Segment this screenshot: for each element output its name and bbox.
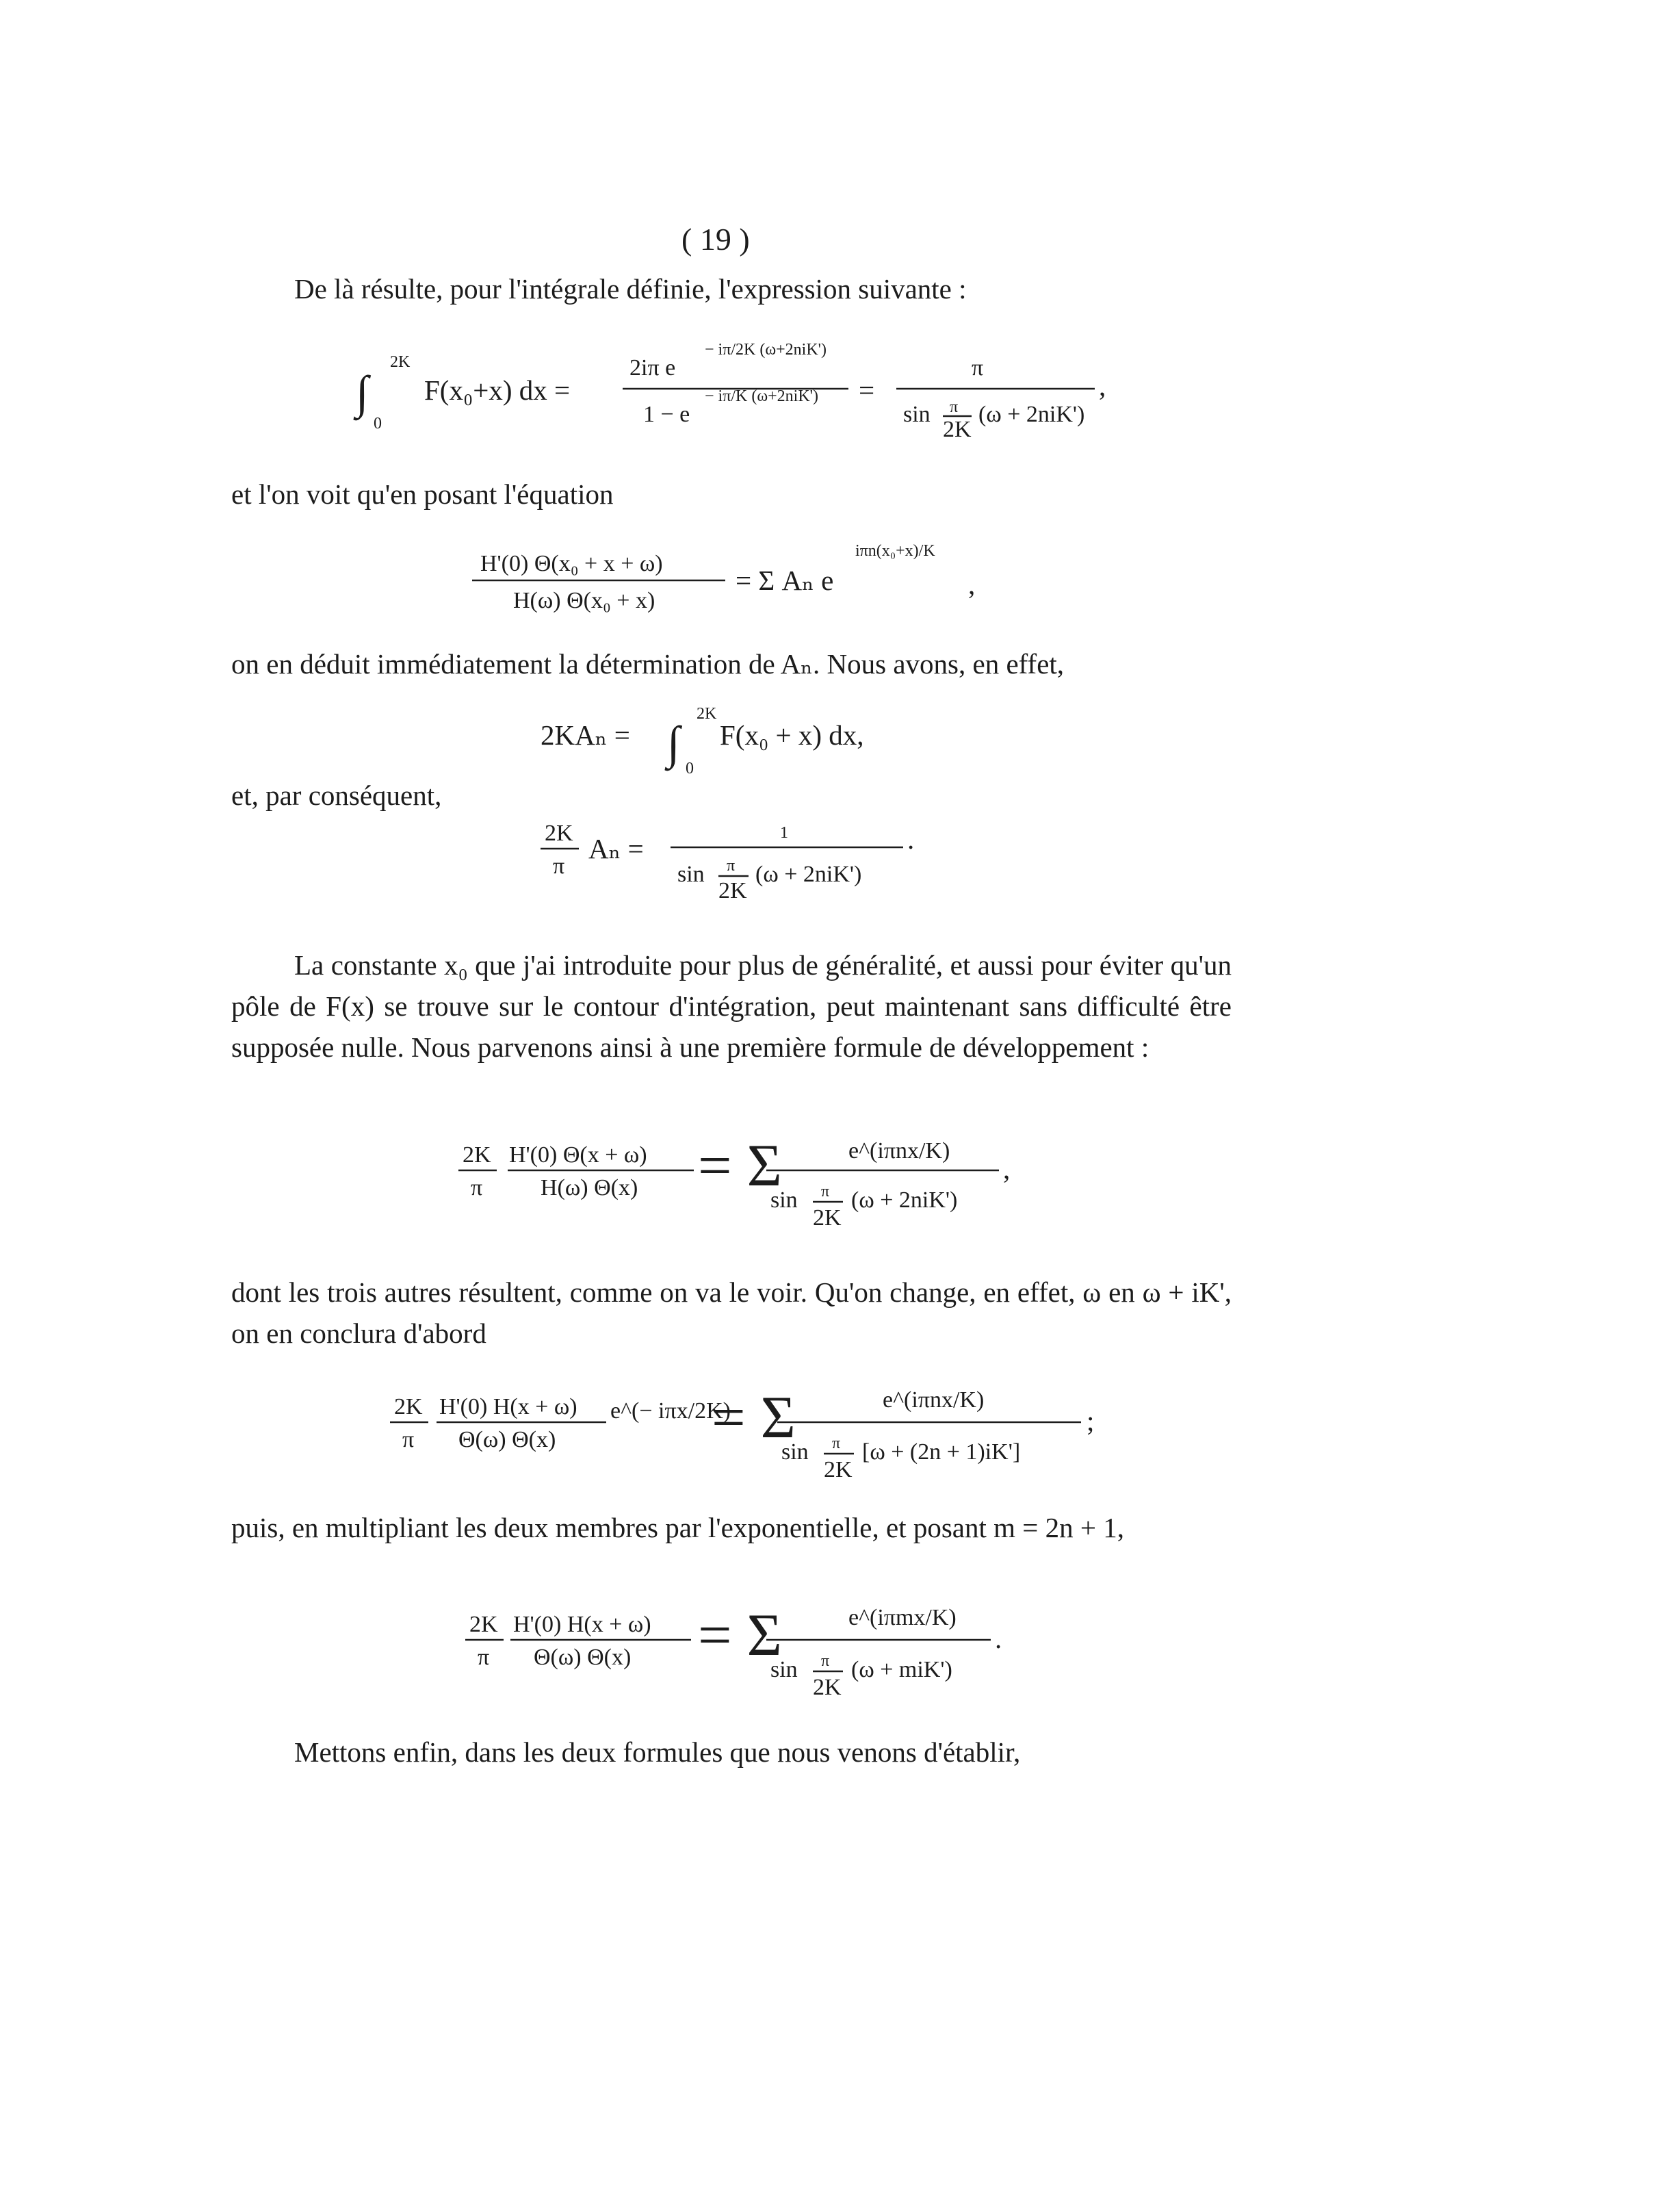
eq1-num1-exponent: − iπ/2K (ω+2niK') (705, 341, 827, 359)
eq7-rhs-den-frac-num: π (821, 1652, 830, 1670)
eq1-lower-limit: 0 (374, 415, 382, 433)
eq7-rhs-numerator: e^(iπmx/K) (848, 1605, 957, 1630)
paragraph-5: La constante x₀ que j'ai introduite pour plus de généralité, et aussi pour éviter qu'un pôle de F(x) se trouve sur le contour d'intégration, peut maintenant sans difficulté être supposée nulle. Nous parvenons ainsi à une première formule de développement : (231, 949, 1232, 1063)
eq3-upper-limit: 2K (697, 705, 717, 723)
eq1-den2-frac-den: 2K (943, 417, 972, 442)
eq1-num2: π (972, 355, 984, 381)
eq5-coef-den: π (471, 1175, 483, 1200)
eq2-rhs-prefix: = Σ Aₙ e (736, 565, 834, 596)
page-number: ( 19 ) (681, 222, 750, 257)
equation-An-result (541, 813, 924, 916)
eq4-den-frac-den: 2K (718, 878, 747, 903)
eq3-lower-limit: 0 (686, 760, 694, 777)
paragraph-7: puis, en multipliant les deux membres par l'exponentielle, et posant m = 2n + 1, (231, 1512, 1125, 1543)
eq6-denominator: Θ(ω) Θ(x) (458, 1427, 556, 1452)
eq1-den2-frac-num: π (950, 398, 959, 416)
eq6-rhs-den-frac-num: π (832, 1435, 841, 1452)
equation-integral-definite (356, 327, 1122, 450)
eq1-den2-arg: (ω + 2niK') (978, 402, 1085, 427)
eq3-integrand: F(x₀ + x) dx, (720, 719, 864, 751)
eq1-integral-sign: ∫ (356, 366, 369, 418)
eq6-rhs-numerator: e^(iπnx/K) (883, 1387, 985, 1413)
eq7-coef-num: 2K (469, 1612, 498, 1637)
paragraph-3: on en déduit immédiatement la détermination de Aₙ. Nous avons, en effet, (231, 648, 1065, 680)
eq7-punct: . (995, 1623, 1002, 1654)
eq4-coef-num: 2K (545, 821, 573, 846)
paragraph-6: dont les trois autres résultent, comme on va le voir. Qu'on change, en effet, ω en ω + iK', on en conclura d'abord (231, 1276, 1232, 1349)
eq2-rhs-exponent: iπn(x₀+x)/K (855, 542, 935, 560)
eq6-rhs-den-prefix: sin (781, 1439, 809, 1465)
eq5-coef-num: 2K (463, 1142, 491, 1168)
eq1-den2-prefix: sin (903, 402, 931, 427)
paragraph-2: et l'on voit qu'en posant l'équation (231, 478, 614, 510)
eq6-numerator: H'(0) H(x + ω) (439, 1394, 577, 1419)
eq6-coef-num: 2K (394, 1394, 423, 1419)
eq1-equals: = (859, 374, 875, 406)
eq1-punct: , (1099, 370, 1106, 402)
eq4-lhs-term: Aₙ = (588, 833, 644, 864)
eq4-numerator: 1 (780, 824, 788, 842)
eq5-rhs-den-frac-den: 2K (813, 1205, 842, 1231)
eq1-integrand: F(x₀+x) dx = (424, 374, 571, 406)
eq7-rhs-den-arg: (ω + miK') (851, 1657, 952, 1682)
eq1-den1-prefix: 1 − e (643, 402, 690, 427)
eq6-rhs-den-arg: [ω + (2n + 1)iK'] (862, 1439, 1021, 1465)
eq6-coef-den: π (402, 1427, 415, 1452)
eq6-factor: e^(− iπx/2K) (610, 1398, 731, 1424)
eq7-coef-den: π (478, 1645, 490, 1670)
eq2-denominator: H(ω) Θ(x₀ + x) (513, 588, 655, 613)
eq6-rhs-den-frac-den: 2K (824, 1457, 853, 1482)
eq5-equals-sigma: = Σ (698, 1133, 782, 1199)
eq5-rhs-den-frac-num: π (821, 1183, 830, 1200)
eq5-rhs-numerator: e^(iπnx/K) (848, 1138, 950, 1163)
eq6-punct: ; (1087, 1405, 1095, 1437)
eq4-punct: . (907, 823, 915, 855)
eq7-rhs-den-frac-den: 2K (813, 1675, 842, 1700)
equation-second-formula (390, 1369, 1115, 1485)
eq4-den-arg: (ω + 2niK') (755, 862, 862, 887)
eq2-punct: , (968, 569, 976, 600)
eq5-denominator: H(ω) Θ(x) (541, 1175, 638, 1200)
eq1-num1-prefix: 2iπ e (629, 355, 676, 381)
eq7-equals-sigma: = Σ (698, 1602, 782, 1669)
eq4-coef-den: π (553, 853, 565, 879)
eq5-numerator: H'(0) Θ(x + ω) (509, 1142, 647, 1168)
eq3-lhs: 2KAₙ = (541, 719, 630, 751)
eq7-rhs-den-prefix: sin (770, 1657, 798, 1682)
eq4-den-frac-num: π (727, 857, 736, 875)
eq6-equals-sigma: = Σ (712, 1385, 796, 1451)
paragraph-1: De là résulte, pour l'intégrale définie, l'expression suivante : (294, 273, 967, 305)
eq1-den1-exponent: − iπ/K (ω+2niK') (705, 387, 818, 405)
equation-series-An (472, 535, 992, 624)
equation-third-formula (465, 1586, 1026, 1703)
eq7-numerator: H'(0) H(x + ω) (513, 1612, 651, 1637)
paragraph-4: et, par conséquent, (231, 780, 442, 811)
eq4-den-prefix: sin (677, 862, 705, 887)
paragraph-8: Mettons enfin, dans les deux formules que nous venons d'établir, (294, 1736, 1021, 1768)
eq5-rhs-den-prefix: sin (770, 1187, 798, 1213)
eq5-rhs-den-arg: (ω + 2niK') (851, 1187, 958, 1213)
eq3-integral-sign: ∫ (667, 717, 680, 769)
eq5-punct: , (1003, 1153, 1011, 1185)
equation-first-formula (458, 1120, 1019, 1236)
eq2-numerator: H'(0) Θ(x₀ + x + ω) (480, 551, 663, 576)
eq7-denominator: Θ(ω) Θ(x) (534, 1645, 632, 1670)
eq1-upper-limit: 2K (390, 353, 411, 371)
equation-2KAn (541, 697, 951, 779)
